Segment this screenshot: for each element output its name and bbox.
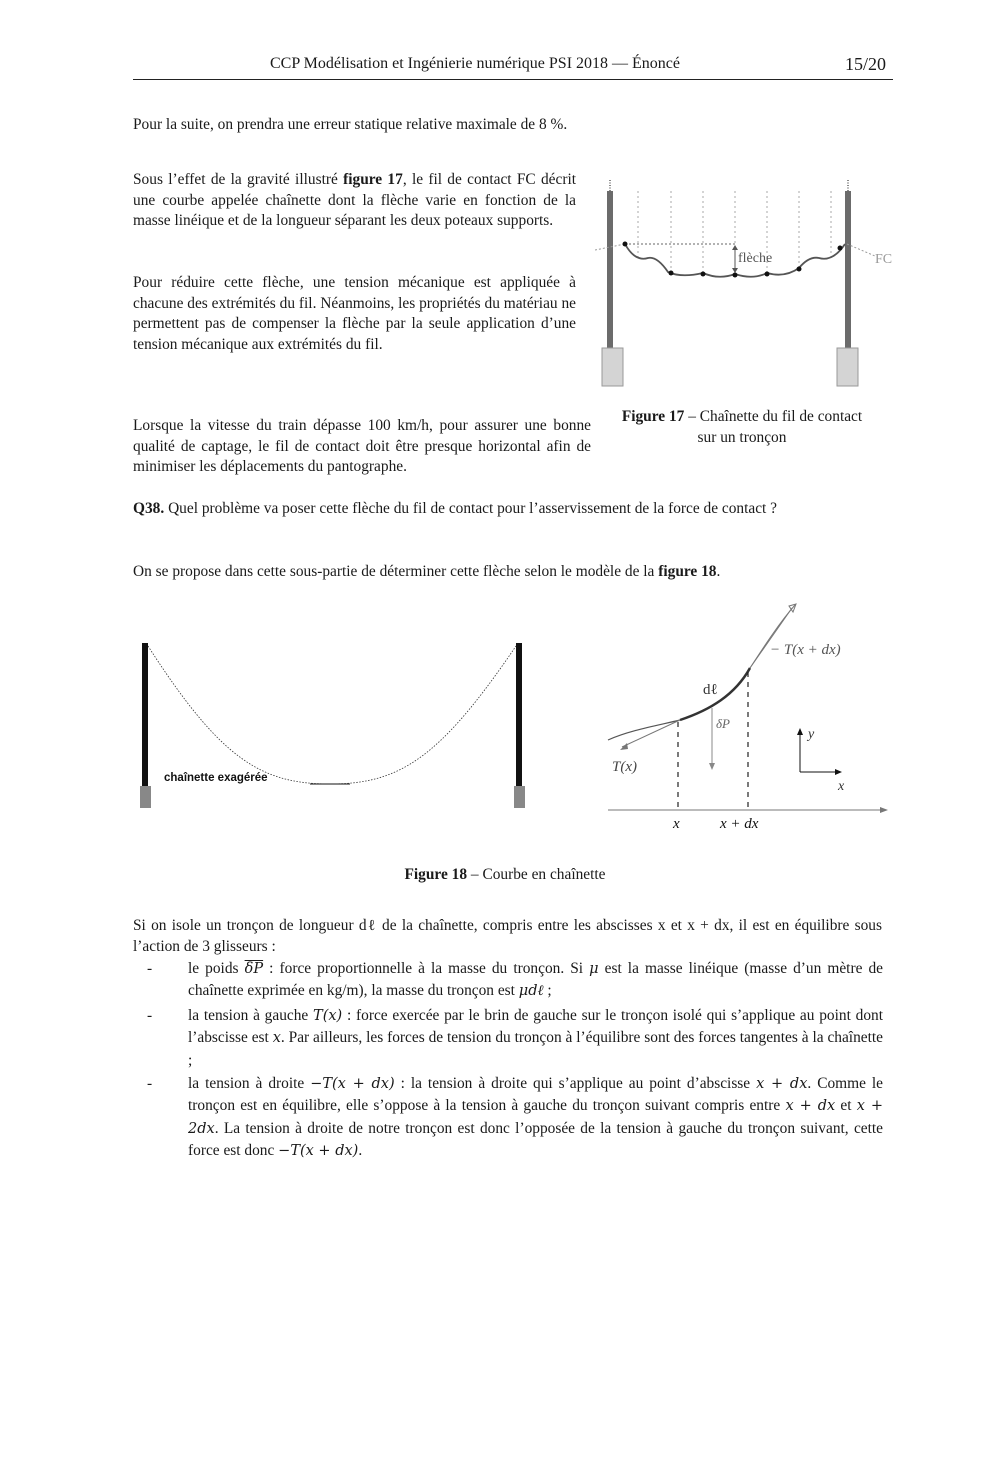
isolate-paragraph: Si on isole un tronçon de longueur dℓ de la chaînette, compris entre les abscisses x et x + dx, il est en équilibre sous l’action de 3 glisseurs : (133, 917, 882, 956)
x-plus-dx-tick-label: x + dx (720, 816, 759, 832)
dl-label: dℓ (703, 682, 718, 698)
tension-paragraph: Pour réduire cette flèche, une tension mécanique est appliquée à chacune des extrémités du fil. Néanmoins, les propriétés du matériau ne permettent pas de compenser la flèche par la seule application d’une tension mécanique aux extrémités du fil. (133, 274, 576, 353)
speed-paragraph: Lorsque la vitesse du train dépasse 100 km/h, pour assurer une bonne qualité de captage, le fil de contact doit être presque horizontal afin de minimiser les déplacements du pantographe. (133, 417, 591, 476)
fleche-label: flèche (738, 251, 773, 266)
left-pole (607, 191, 613, 351)
list-item-left-tension: - la tension à gauche T(x) : force exercée par le brin de gauche sur le tronçon isolé qui s’applique au point dont l’abscisse est x. Par ailleurs, les forces de tension du tronçon à l’équilibre sont des forces tangentes à la chaînette ; (147, 1006, 883, 1069)
gravity-paragraph: Sous l’effet de la gravité illustré figure 17, le fil de contact FC décrit une courbe appelée chaînette dont la flèche varie en fonction de la masse linéique et de la longueur séparant les deux poteaux supports. (133, 171, 576, 230)
right-pole (845, 191, 851, 351)
catenary-curve (148, 646, 516, 784)
page-number: 15/20 (845, 54, 887, 74)
page-header-title: CCP Modélisation et Ingénierie numérique PSI 2018 — Énoncé (270, 55, 681, 72)
x-tick-label: x (673, 816, 680, 832)
right-post-base (514, 786, 525, 808)
x-axis-label: x (838, 779, 845, 794)
fc-label: FC (875, 252, 893, 267)
y-axis-label: y (808, 727, 815, 742)
force-list (147, 958, 883, 1163)
question-38: Q38. Quel problème va poser cette flèche du fil de contact pour l’asservissement de la force de contact ? (133, 500, 778, 517)
tension-left-label: T(x) (612, 759, 637, 775)
list-item-right-tension: - la tension à droite −T(x + dx) : la tension à droite qui s’applique au point d’abscisse x + dx. Comme le tronçon est en équilibre, elle s’oppose à la tension à gauche du tronçon suivant compris entre x + dx et x + 2dx. La tension à droite de notre tronçon est donc l’opposée de la tension à gauche du tronçon suivant, cette force est donc −T(x + dx). (147, 1075, 884, 1160)
figure-18-caption: Figure 18 – Courbe en chaînette (404, 866, 606, 883)
figure-17-catenary-diagram (595, 176, 900, 390)
left-post (142, 643, 148, 791)
header-rule (133, 79, 893, 80)
figure-18-element-forces (600, 600, 895, 835)
intro-paragraph: Pour la suite, on prendra une erreur statique relative maximale de 8 %. (133, 116, 568, 133)
list-item-weight: - le poids $\overline{\delta P}$ : force proportionnelle à la masse du tronçon. Si μ est la masse linéique (masse d’un mètre de chaînette exprimée en kg/m), la masse du tronçon est μdℓ ; (147, 960, 883, 1000)
figure-18-exaggerated-catenary (130, 638, 530, 813)
model-paragraph: On se propose dans cette sous-partie de déterminer cette flèche selon le modèle de la figure 18. (133, 563, 721, 580)
tension-right-label: − T(x + dx) (770, 642, 841, 658)
exaggerated-catenary-label: chaînette exagérée (164, 772, 268, 784)
right-pole-base (837, 348, 858, 386)
figure-17-caption: Figure 17 – Chaînette du fil de contact sur un tronçon (621, 408, 863, 446)
dp-label: δP (716, 716, 730, 731)
question-label: Q38. (133, 500, 165, 517)
left-post-base (140, 786, 151, 808)
right-post (516, 643, 522, 791)
left-pole-base (602, 348, 623, 386)
